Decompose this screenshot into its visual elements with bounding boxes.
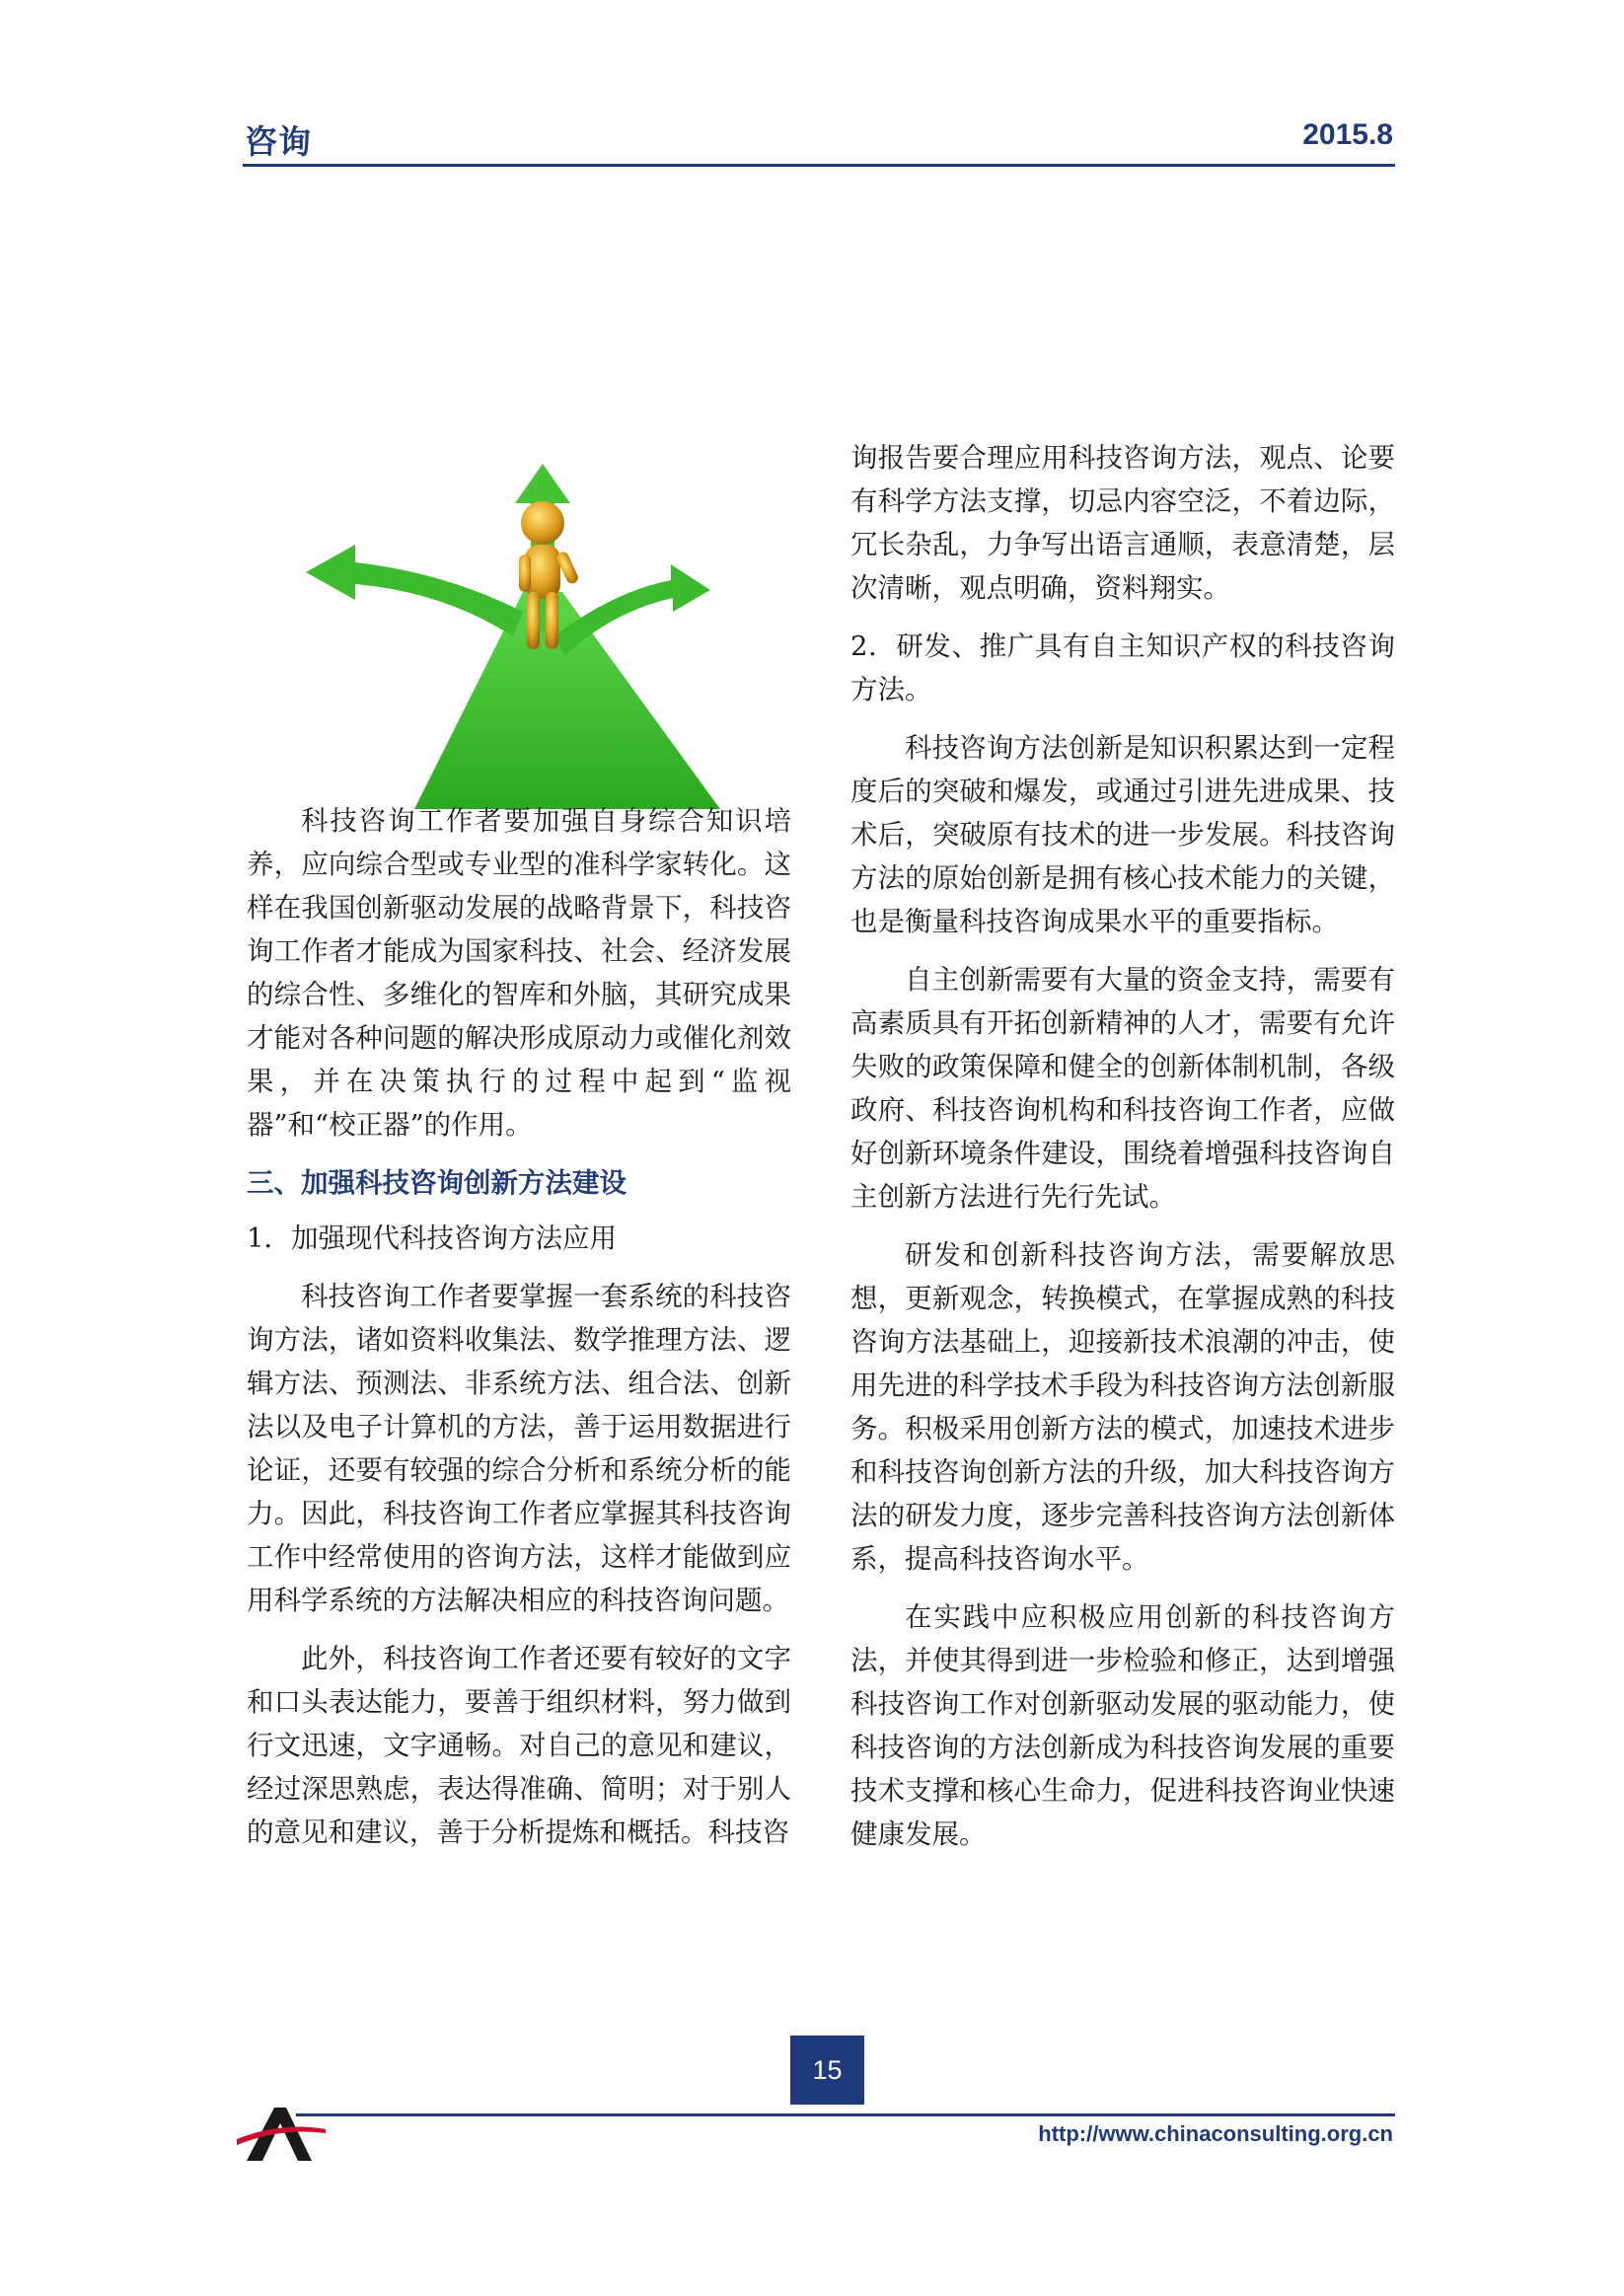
left-arrow	[306, 545, 523, 636]
left-column	[247, 799, 791, 1869]
paragraph: 科技咨询方法创新是知识积累达到一定程度后的突破和爆发，或通过引进先进成果、技术后，突破原有技术的进一步发展。科技咨询方法的原始创新是拥有核心技术能力的关键，也是衡量科技咨询成果水平的重要指标。	[850, 732, 1395, 937]
paragraph: 研发和创新科技咨询方法，需要解放思想，更新观念，转换模式，在掌握成熟的科技咨询方法基础上，迎接新技术浪潮的冲击，使用先进的科学技术手段为科技咨询方法创新服务。积极采用创新方法的模式，加速技术进步和科技咨询创新方法的升级，加大科技咨询方法的研发力度，逐步完善科技咨询方法创新体系，提高科技咨询水平。	[850, 1239, 1395, 1575]
website-url[interactable]: http://www.chinaconsulting.org.cn	[1038, 2121, 1393, 2146]
paragraph: 科技咨询工作者要掌握一套系统的科技咨询方法，诸如资料收集法、数学推理方法、逻辑方法、预测法、非系统方法、组合法、创新法以及电子计算机的方法，善于运用数据进行论证，还要有较强的综合分析和系统分析的能力。因此，科技咨询工作者应掌握其科技咨询工作中经常使用的咨询方法，这样才能做到应用科学系统的方法解决相应的科技咨询问题。	[247, 1281, 791, 1616]
right-column	[850, 436, 1395, 1871]
issue-date: 2015.8	[1302, 118, 1393, 151]
subsection-heading: 1．加强现代科技咨询方法应用	[247, 1222, 617, 1254]
subsection-heading: 2．研发、推广具有自主知识产权的科技咨询方法。	[850, 630, 1395, 705]
paragraph: 询报告要合理应用科技咨询方法，观点、论要有科学方法支撑，切忌内容空泛，不着边际，冗长杂乱，力争写出语言通顺，表意清楚，层次清晰，观点明确，资料翔实。	[850, 442, 1395, 604]
paragraph: 在实践中应积极应用创新的科技咨询方法，并使其得到进一步检验和修正，达到增强科技咨询工作对创新驱动发展的驱动能力，使科技咨询的方法创新成为科技咨询发展的重要技术支撑和核心生命力，促进科技咨询业快速健康发展。	[850, 1601, 1395, 1850]
header-divider	[243, 164, 1395, 167]
paragraph: 科技咨询工作者要加强自身综合知识培养，应向综合型或专业型的准科学家转化。这样在我国创新驱动发展的战略背景下，科技咨询工作者才能成为国家科技、社会、经济发展的综合性、多维化的智库和外脑，其研究成果才能对各种问题的解决形成原动力或催化剂效果，并在决策执行的过程中起到“监视器”和“校正器”的作用。	[247, 805, 791, 1141]
magazine-title: 咨询	[245, 122, 312, 161]
crossroads-illustration	[296, 464, 740, 809]
paragraph: 自主创新需要有大量的资金支持，需要有高素质具有开拓创新精神的人才，需要有允许失败的政策保障和健全的创新体制机制，各级政府、科技咨询机构和科技咨询工作者，应做好创新环境条件建设，围绕着增强科技咨询自主创新方法进行先行先试。	[850, 964, 1395, 1213]
publisher-logo-icon	[237, 2100, 326, 2169]
road-trunk	[414, 592, 720, 809]
footer-divider	[296, 2113, 1395, 2116]
paragraph: 此外，科技咨询工作者还要有较好的文字和口头表达能力，要善于组织材料，努力做到行文迅速，文字通畅。对自己的意见和建议，经过深思熟虑，表达得准确、简明；对于别人的意见和建议，善于分析提炼和概括。科技咨	[247, 1643, 791, 1848]
section-heading: 三、加强科技咨询创新方法建设	[247, 1167, 627, 1199]
page-number: 15	[790, 2036, 864, 2105]
